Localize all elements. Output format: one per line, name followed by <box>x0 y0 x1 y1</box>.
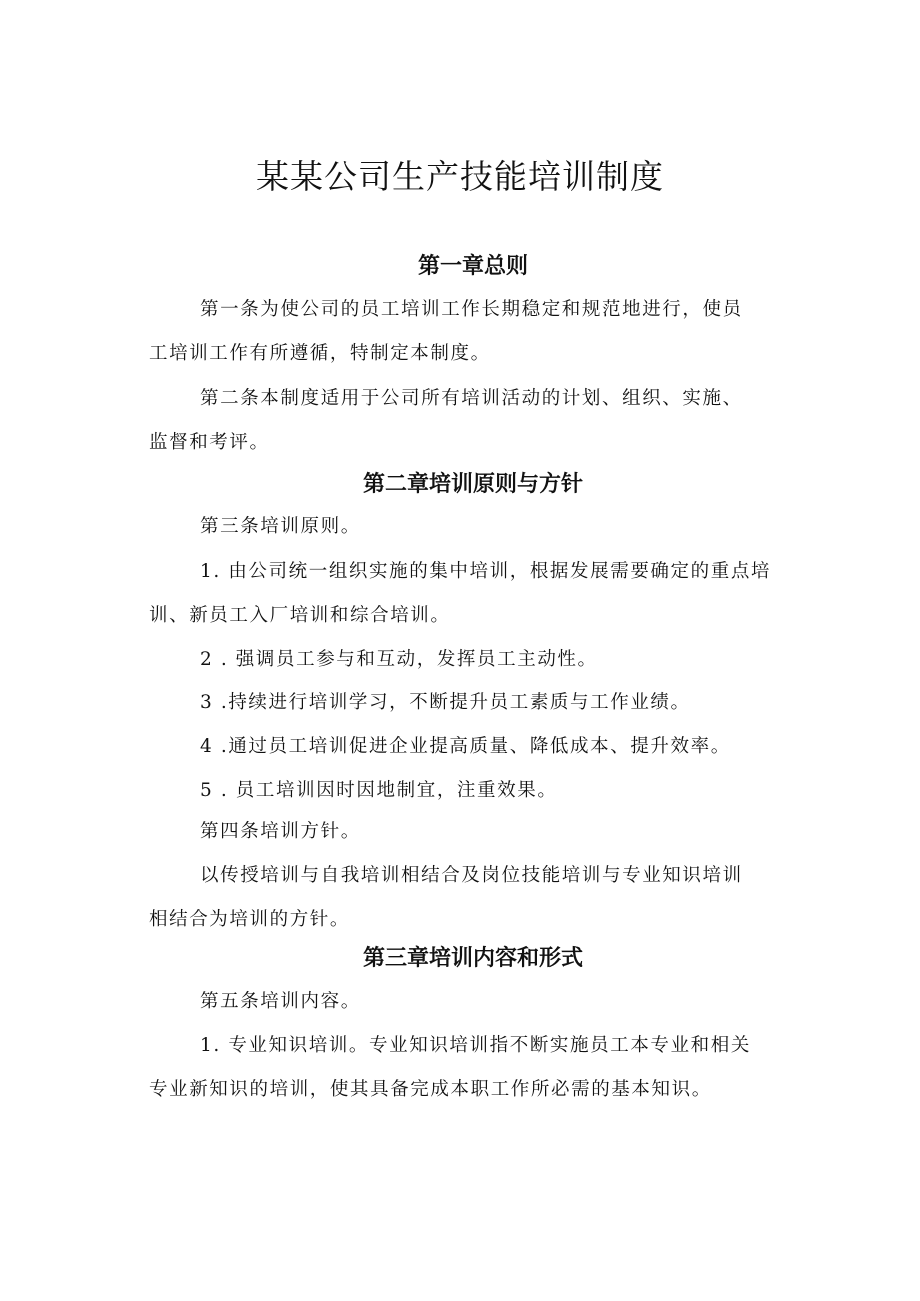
paragraph-line: 专业新知识的培训，使其具备完成本职工作所必需的基本知识。 <box>149 1079 712 1100</box>
list-item: 1. 专业知识培训。专业知识培训指不断实施员工本专业和相关 <box>200 1035 751 1056</box>
paragraph-line: 相结合为培训的方针。 <box>149 909 351 930</box>
document-title: 某某公司生产技能培训制度 <box>256 157 664 196</box>
chapter-heading-2: 第二章培训原则与方针 <box>362 472 583 497</box>
paragraph-line: 第一条为使公司的员工培训工作长期稳定和规范地进行，使员 <box>200 299 743 320</box>
paragraph-line: 第五条培训内容。 <box>200 991 361 1012</box>
paragraph-line: 训、新员工入厂培训和综合培训。 <box>149 605 451 626</box>
paragraph-line: 第四条培训方针。 <box>200 821 361 842</box>
list-item: 3 .持续进行培训学习，不断提升员工素质与工作业绩。 <box>200 692 691 713</box>
paragraph-line: 第三条培训原则。 <box>200 516 361 537</box>
list-item: 1. 由公司统一组织实施的集中培训，根据发展需要确定的重点培 <box>200 561 772 582</box>
chapter-heading-1: 第一章总则 <box>417 254 528 279</box>
paragraph-line: 以传授培训与自我培训相结合及岗位技能培训与专业知识培训 <box>200 865 743 886</box>
paragraph-line: 工培训工作有所遵循，特制定本制度。 <box>149 343 491 364</box>
chapter-heading-3: 第三章培训内容和形式 <box>362 946 583 971</box>
paragraph-line: 监督和考评。 <box>149 432 270 453</box>
list-item: 2 . 强调员工参与和互动，发挥员工主动性。 <box>200 649 598 670</box>
list-item: 5 . 员工培训因时因地制宜，注重效果。 <box>200 780 558 801</box>
paragraph-line: 第二条本制度适用于公司所有培训活动的计划、组织、实施、 <box>200 388 743 409</box>
list-item: 4 .通过员工培训促进企业提高质量、降低成本、提升效率。 <box>200 736 731 757</box>
